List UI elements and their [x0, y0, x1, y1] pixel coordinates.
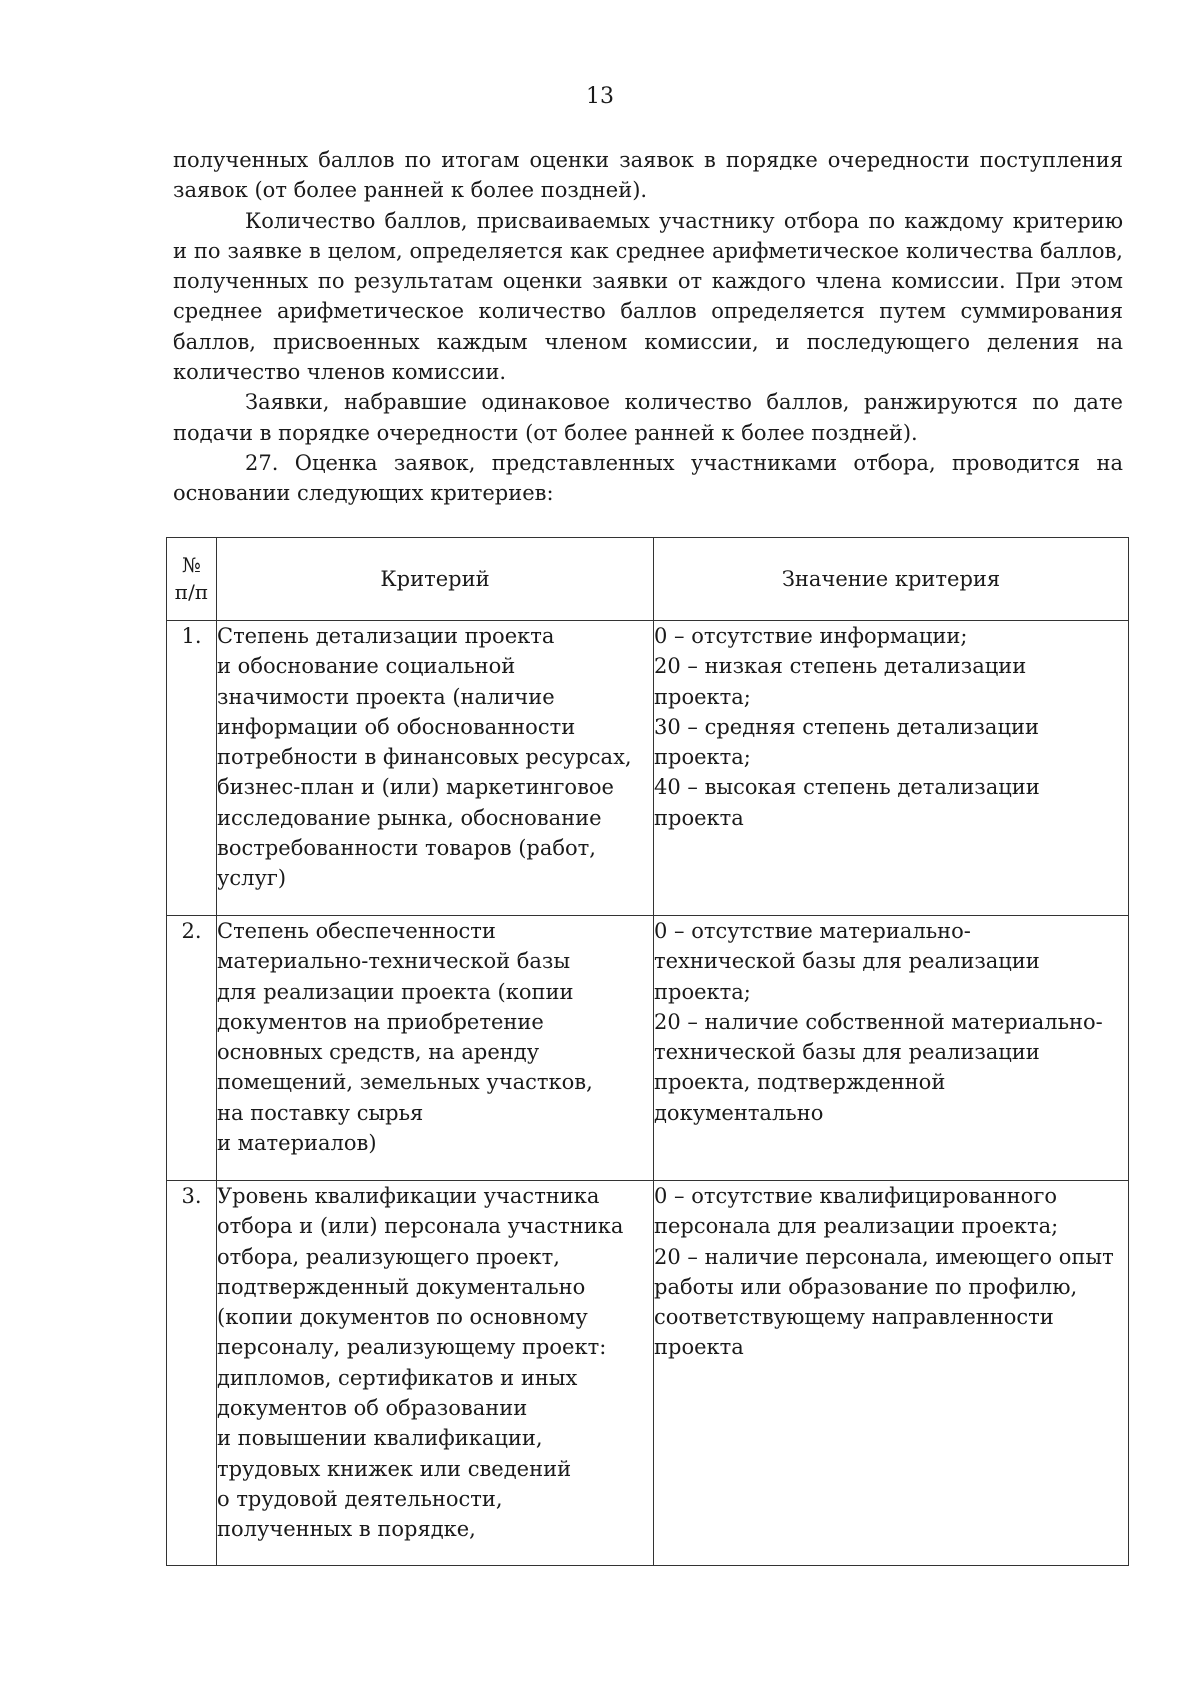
text-line: баллов, присвоенных каждым членом комиссии, и последующего деления: [173, 329, 1080, 354]
value-cell: 0 – отсутствие материально- технической базы для реализации проекта; 20 – наличие собственной материально- технической базы для реализации проекта, подтвержденной документально: [654, 916, 1129, 1181]
criteria-table: [166, 537, 1129, 1566]
text-line: Количество баллов, присваиваемых участнику отбора по каждому критерию: [245, 208, 1123, 233]
text-line: полученных по результатам оценки заявки от каждого члена комиссии. При этом: [173, 269, 1123, 294]
criterion-cell: Уровень квалификации участника отбора и (или) персонала участника отбора, реализующего проект, подтвержденный документально (копии документов по основному персоналу, реализующему проект: дипломов, сертификатов и иных документов об образовании и повышении квалификации, трудовых книжек или сведений о трудовой деятельности, полученных в порядке,: [217, 1181, 654, 1566]
row-number: 1.: [167, 621, 217, 916]
header-number: № п/п: [167, 538, 217, 621]
table-row: [167, 916, 1129, 1181]
text-line: на основании следующих критериев:: [173, 450, 1123, 506]
row-number: 3.: [167, 1181, 217, 1566]
value-cell: 0 – отсутствие информации; 20 – низкая степень детализации проекта; 30 – средняя степень детализации проекта; 40 – высокая степень детализации проекта: [654, 621, 1129, 916]
page-number: 13: [586, 84, 614, 109]
text-line: подачи в порядке очередности (от более ранней к более поздней).: [173, 420, 918, 445]
body-text: [173, 145, 1123, 509]
paragraph-clause-27: [173, 448, 1123, 509]
text-line: на количество членов комиссии.: [173, 329, 1123, 385]
row-number: 2.: [167, 916, 217, 1181]
value-cell: 0 – отсутствие квалифицированного персонала для реализации проекта; 20 – наличие персонала, имеющего опыт работы или образование по профилю, соответствующему направленности проекта: [654, 1181, 1129, 1566]
paragraph-scoring: [173, 206, 1123, 388]
criterion-cell: Степень обеспеченности материально-технической базы для реализации проекта (копии документов на приобретение основных средств, на аренду помещений, земельных участков, на поставку сырья и материалов): [217, 916, 654, 1181]
text-line: и по заявке в целом, определяется как среднее арифметическое количества баллов,: [173, 238, 1123, 263]
paragraph-continuation: [173, 145, 1123, 206]
table-header-row: [167, 538, 1129, 621]
paragraph-ranking: [173, 387, 1123, 448]
header-criterion: Критерий: [217, 538, 654, 621]
criterion-cell: Степень детализации проекта и обоснование социальной значимости проекта (наличие информации об обоснованности потребности в финансовых ресурсах, бизнес-план и (или) маркетинговое исследование рынка, обоснование востребованности товаров (работ, услуг): [217, 621, 654, 916]
text-line: полученных баллов по итогам оценки заявок в порядке очередности поступления: [173, 148, 1123, 172]
text-line: 27. Оценка заявок, представленных участниками отбора, проводится: [245, 450, 1081, 475]
table-row: [167, 621, 1129, 916]
table-row: [167, 1181, 1129, 1566]
text-line: среднее арифметическое количество баллов определяется путем суммирования: [173, 299, 1123, 324]
header-value: Значение критерия: [654, 538, 1129, 621]
text-line: Заявки, набравшие одинаковое количество баллов, ранжируются по дате: [245, 390, 1123, 415]
text-line: заявок (от более ранней к более поздней).: [173, 178, 648, 203]
